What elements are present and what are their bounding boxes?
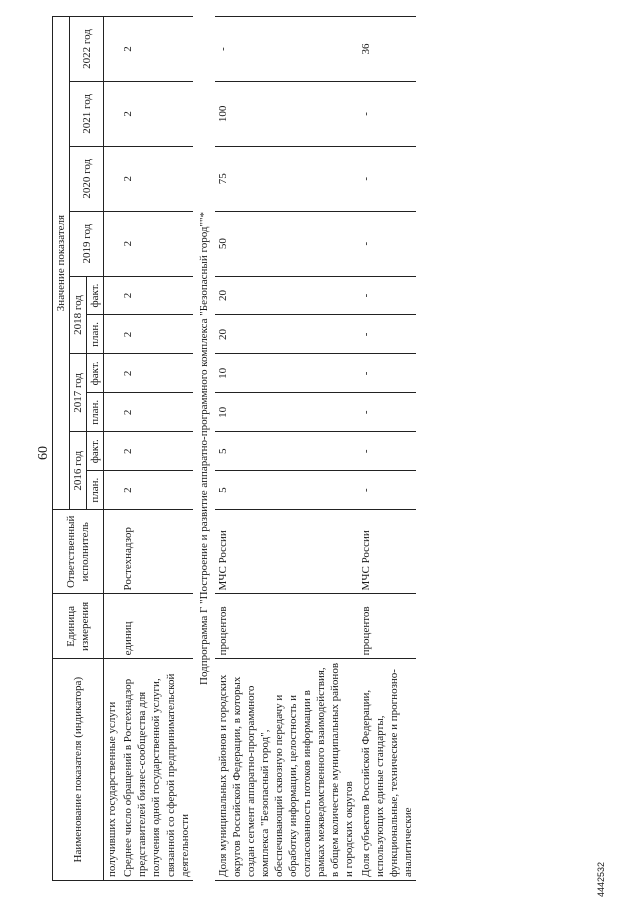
header-2018: 2018 год [70, 276, 87, 354]
executor-cell: МЧС России [358, 510, 416, 594]
indicator-name: получивших государственные услуги [104, 659, 121, 881]
value-cell: - [358, 81, 416, 146]
header-2021: 2021 год [70, 81, 104, 146]
executor-cell: МЧС России [215, 510, 358, 594]
value-cell: 100 [215, 81, 358, 146]
value-cell: - [358, 211, 416, 276]
table-body [104, 17, 416, 881]
value-cell: 2 [120, 471, 192, 510]
value-cell: - [358, 432, 416, 471]
executor-cell: Ростехнадзор [120, 510, 192, 594]
header-2020: 2020 год [70, 146, 104, 211]
header-2022: 2022 год [70, 17, 104, 82]
header-plan: план. [87, 315, 104, 354]
indicators-table [52, 16, 416, 881]
subprogram-row [193, 17, 215, 881]
value-cell: - [215, 17, 358, 82]
value-cell: - [358, 315, 416, 354]
value-cell: 75 [215, 146, 358, 211]
value-cell: 10 [215, 393, 358, 432]
table-row [120, 17, 192, 881]
unit-cell: процентов [215, 594, 358, 659]
value-cell [104, 432, 121, 471]
value-cell [104, 393, 121, 432]
value-cell: 2 [120, 276, 192, 315]
table-row [358, 17, 416, 881]
unit-cell: процентов [358, 594, 416, 659]
value-cell [104, 17, 121, 82]
indicator-name: Доля муниципальных районов и городских округов Российской Федерации, в которых создан сегмент аппаратно-программного комплекса "Безопасный город", обеспечивающий сквозную передачу и обработку информации, целостность и согласованность потоков информации в рамках межведомственного взаимодействия, в общем количестве муниципальных районов и городских округов [215, 659, 358, 881]
value-cell: 2 [120, 393, 192, 432]
header-fact: факт. [87, 354, 104, 393]
value-cell [104, 315, 121, 354]
value-cell: 2 [120, 432, 192, 471]
header-2019: 2019 год [70, 211, 104, 276]
value-cell: 2 [120, 17, 192, 82]
header-plan: план. [87, 393, 104, 432]
value-cell: 20 [215, 315, 358, 354]
subprogram-title: Подпрограмма Г "Построение и развитие аппаратно-программного комплекса "Безопасный город""* [197, 212, 210, 685]
value-cell [104, 81, 121, 146]
page-number: 60 [36, 446, 51, 460]
table-row [215, 17, 358, 881]
value-cell: 5 [215, 471, 358, 510]
header-indicator-name: Наименование показателя (индикатора) [53, 659, 104, 881]
value-cell [104, 471, 121, 510]
header-unit: Единица измерения [53, 594, 104, 659]
value-cell: - [358, 471, 416, 510]
value-cell [104, 211, 121, 276]
value-cell: 5 [215, 432, 358, 471]
value-cell: 2 [120, 315, 192, 354]
indicator-name: Среднее число обращений в Ростехнадзор представителей бизнес-сообщества для получения одной государственной услуги, связанной со сферой предпринимательской деятельности [120, 659, 192, 881]
header-fact: факт. [87, 276, 104, 315]
header-2016: 2016 год [70, 432, 87, 510]
value-cell: 2 [120, 354, 192, 393]
value-cell [104, 146, 121, 211]
header-2017: 2017 год [70, 354, 87, 432]
value-cell: 2 [120, 146, 192, 211]
value-cell [104, 276, 121, 315]
executor-cell [104, 510, 121, 594]
value-cell: 20 [215, 276, 358, 315]
table-header [53, 17, 104, 881]
value-cell: 2 [120, 81, 192, 146]
indicator-name: Доля субъектов Российской Федерации, использующих единые стандарты, функциональные, технические и прогнозно-аналитические [358, 659, 416, 881]
table-row [104, 17, 121, 881]
header-fact: факт. [87, 432, 104, 471]
value-cell: - [358, 354, 416, 393]
value-cell: 50 [215, 211, 358, 276]
value-cell: - [358, 393, 416, 432]
value-cell: 2 [120, 211, 192, 276]
header-executor: Ответственный исполнитель [53, 510, 104, 594]
header-plan: план. [87, 471, 104, 510]
value-cell: 10 [215, 354, 358, 393]
value-cell: 36 [358, 17, 416, 82]
unit-cell [104, 594, 121, 659]
unit-cell: единиц [120, 594, 192, 659]
document-number: 4442532 [596, 861, 606, 897]
value-cell: - [358, 146, 416, 211]
header-values: Значение показателя [53, 17, 70, 510]
value-cell [104, 354, 121, 393]
value-cell: - [358, 276, 416, 315]
